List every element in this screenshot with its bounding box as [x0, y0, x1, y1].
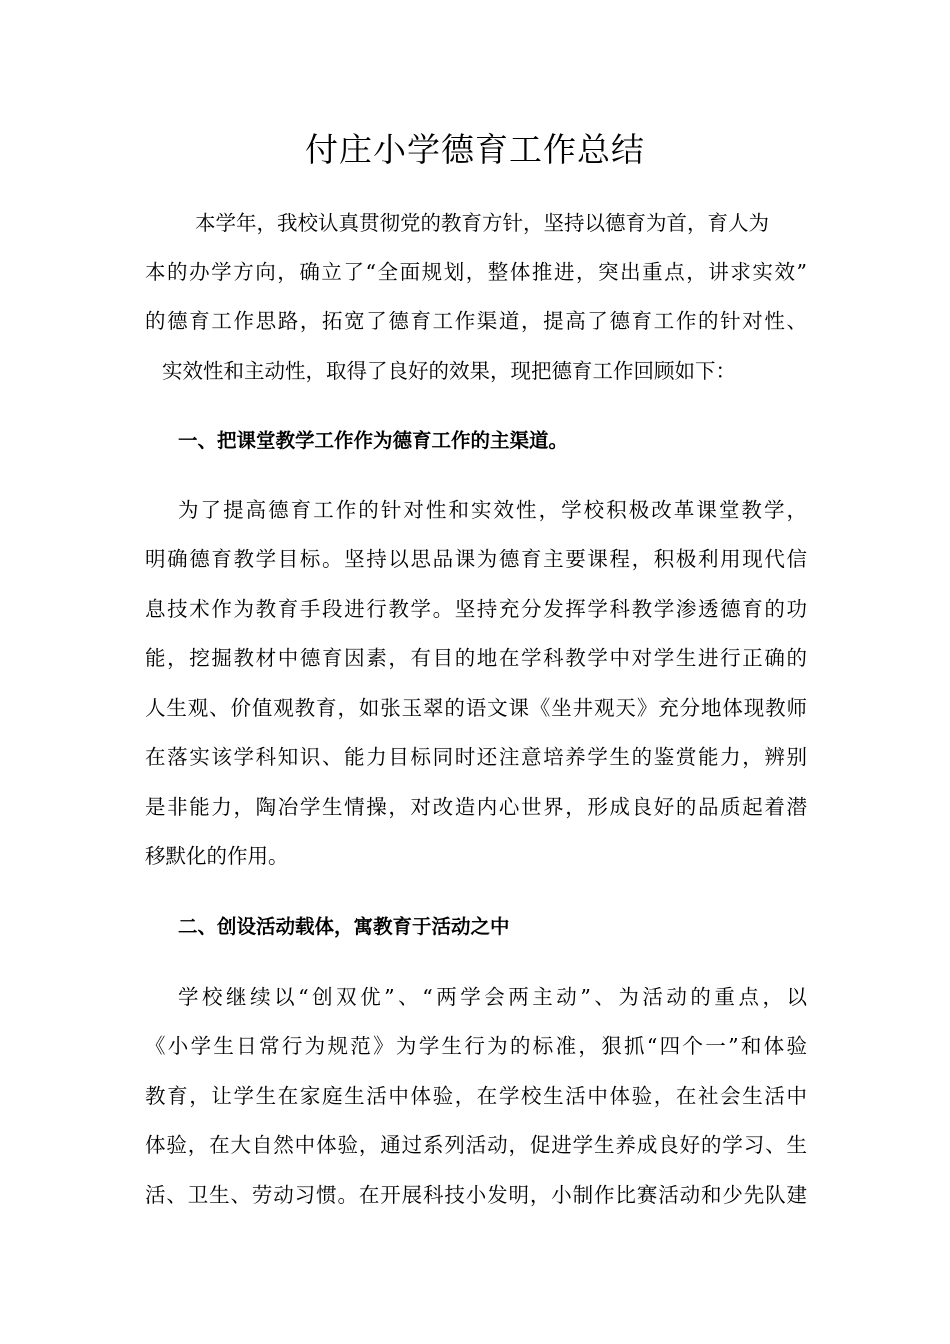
intro-line-1: 本学年，我校认真贯彻党的教育方针，坚持以德育为首，育人为	[195, 211, 769, 235]
section-2-line-1: 学校继续以“创双优”、“两学会两主动”、为活动的重点，以	[178, 985, 807, 1009]
intro-line-4: 实效性和主动性，取得了良好的效果，现把德育工作回顾如下：	[162, 359, 736, 383]
intro-line-2: 本的办学方向，确立了“全面规划，整体推进，突出重点，讲求实效”	[145, 260, 807, 284]
section-2-line-3: 教育，让学生在家庭生活中体验，在学校生活中体验，在社会生活中	[145, 1084, 807, 1108]
section-1-line-2: 明确德育教学目标。坚持以思品课为德育主要课程，积极利用现代信	[145, 547, 807, 571]
section-2-line-2: 《小学生日常行为规范》为学生行为的标准，狠抓“四个一”和体验	[145, 1034, 807, 1058]
section-1-line-7: 是非能力，陶冶学生情操，对改造内心世界，形成良好的品质起着潜	[145, 795, 807, 819]
section-2-line-4: 体验，在大自然中体验，通过系列活动，促进学生养成良好的学习、生	[145, 1133, 807, 1157]
section-1-line-8: 移默化的作用。	[145, 844, 289, 868]
section-1-line-5: 人生观、价值观教育，如张玉翠的语文课《坐井观天》充分地体现教师	[145, 696, 807, 720]
section-1-heading: 一、把课堂教学工作作为德育工作的主渠道。	[178, 429, 569, 452]
section-1-line-1: 为了提高德育工作的针对性和实效性，学校积极改革课堂教学，	[178, 498, 807, 522]
section-1-line-3: 息技术作为教育手段进行教学。坚持充分发挥学科教学渗透德育的功	[145, 597, 807, 621]
section-1-line-6: 在落实该学科知识、能力目标同时还注意培养学生的鉴赏能力，辨别	[145, 745, 807, 769]
section-2-line-5: 活、卫生、劳动习惯。在开展科技小发明，小制作比赛活动和少先队建	[145, 1183, 807, 1207]
section-1-line-4: 能，挖掘教材中德育因素，有目的地在学科教学中对学生进行正确的	[145, 646, 807, 670]
intro-line-3: 的德育工作思路，拓宽了德育工作渠道，提高了德育工作的针对性、	[145, 309, 807, 333]
section-2-heading: 二、创设活动载体，寓教育于活动之中	[178, 915, 510, 938]
document-title: 付庄小学德育工作总结	[305, 130, 645, 169]
